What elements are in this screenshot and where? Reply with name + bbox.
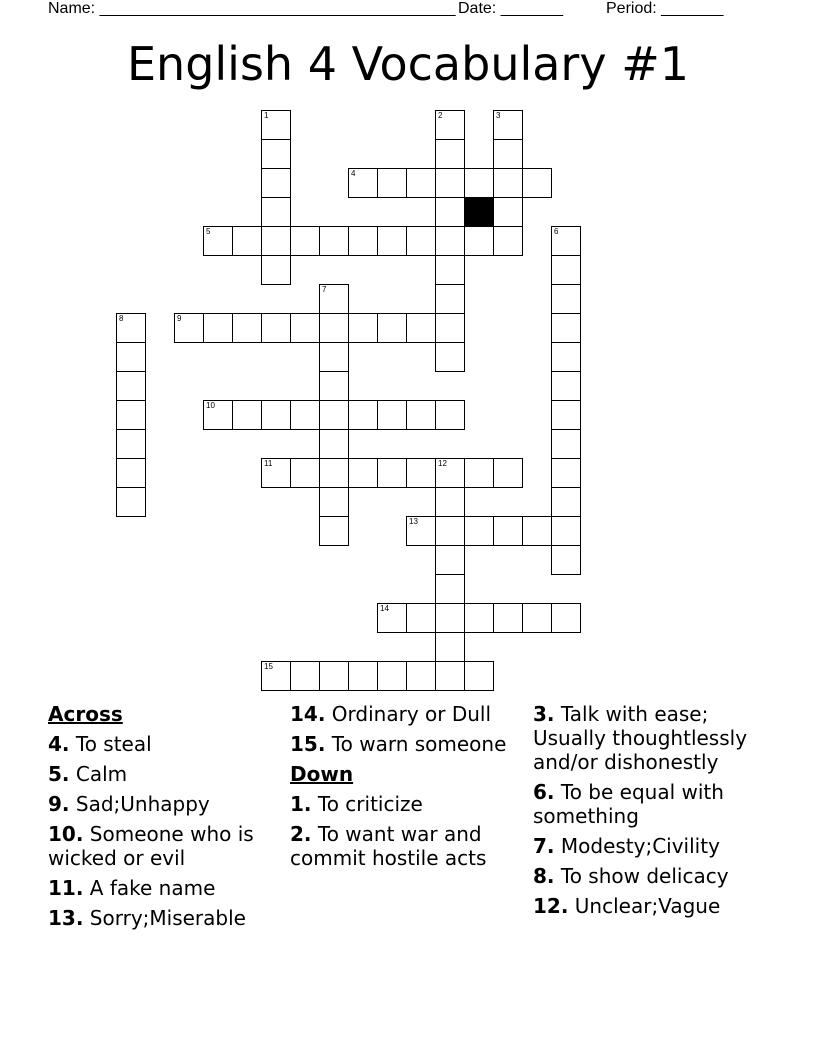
grid-cell[interactable] (290, 400, 320, 430)
grid-cell[interactable] (435, 574, 465, 604)
grid-cell[interactable] (435, 313, 465, 343)
grid-cell[interactable] (290, 458, 320, 488)
clue-across-4: 4. To steal (48, 732, 152, 756)
clue-down-8: 8. To show delicacy (533, 864, 729, 888)
clue-number: 8 (119, 314, 124, 323)
grid-cell[interactable] (319, 458, 349, 488)
date-field-label: Date: _______ (458, 0, 563, 17)
period-field-label: Period: _______ (606, 0, 724, 17)
grid-cell[interactable] (551, 371, 581, 401)
grid-cell[interactable] (406, 603, 436, 633)
grid-cell[interactable] (493, 603, 523, 633)
grid-cell[interactable] (551, 400, 581, 430)
grid-cell[interactable] (348, 168, 378, 198)
grid-cell[interactable] (261, 168, 291, 198)
grid-cell[interactable] (319, 342, 349, 372)
clue-across-5: 5. Calm (48, 762, 128, 786)
grid-cell[interactable] (464, 516, 494, 546)
grid-cell[interactable] (261, 255, 291, 285)
grid-cell[interactable] (435, 545, 465, 575)
grid-cell[interactable] (377, 458, 407, 488)
grid-cell[interactable] (522, 168, 552, 198)
grid-cell[interactable] (232, 400, 262, 430)
grid-cell[interactable] (406, 400, 436, 430)
clue-down-3: 3. Talk with ease; Usually thoughtlessly and/or dishonestly (533, 702, 748, 774)
clue-across-13: 13. Sorry;Miserable (48, 906, 246, 930)
clue-across-9: 9. Sad;Unhappy (48, 792, 210, 816)
grid-cell[interactable] (116, 400, 146, 430)
clue-number: 10 (206, 401, 215, 410)
grid-cell[interactable] (551, 487, 581, 517)
grid-cell[interactable] (493, 458, 523, 488)
grid-cell[interactable] (406, 516, 436, 546)
grid-cell[interactable] (435, 255, 465, 285)
grid-cell[interactable] (290, 313, 320, 343)
grid-cell[interactable] (464, 168, 494, 198)
grid-cell[interactable] (551, 284, 581, 314)
grid-cell[interactable] (435, 197, 465, 227)
grid-cell[interactable] (261, 313, 291, 343)
grid-cell[interactable] (493, 168, 523, 198)
grid-cell[interactable] (319, 371, 349, 401)
blocked-cell (464, 197, 494, 227)
grid-cell[interactable] (435, 458, 465, 488)
page-title: English 4 Vocabulary #1 (126, 37, 690, 91)
clue-across-11: 11. A fake name (48, 876, 216, 900)
grid-cell[interactable] (435, 342, 465, 372)
grid-cell[interactable] (551, 226, 581, 256)
clue-number: 3 (496, 111, 501, 120)
grid-cell[interactable] (377, 168, 407, 198)
down-heading: Down (290, 762, 354, 786)
clue-number: 2 (438, 111, 443, 120)
grid-cell[interactable] (464, 603, 494, 633)
grid-cell[interactable] (435, 110, 465, 140)
grid-cell[interactable] (406, 168, 436, 198)
grid-cell[interactable] (493, 226, 523, 256)
grid-cell[interactable] (464, 661, 494, 691)
clue-down-7: 7. Modesty;Civility (533, 834, 720, 858)
clue-number: 6 (554, 227, 559, 236)
clue-number: 7 (322, 285, 327, 294)
clue-across-14: 14. Ordinary or Dull (290, 702, 492, 726)
grid-cell[interactable] (261, 110, 291, 140)
grid-cell[interactable] (203, 313, 233, 343)
grid-cell[interactable] (203, 400, 233, 430)
grid-cell[interactable] (116, 371, 146, 401)
grid-cell[interactable] (116, 487, 146, 517)
clues-column-1 (48, 700, 280, 936)
clue-number: 1 (264, 111, 269, 120)
grid-cell[interactable] (377, 313, 407, 343)
grid-cell[interactable] (435, 400, 465, 430)
grid-cell[interactable] (522, 603, 552, 633)
grid-cell[interactable] (319, 313, 349, 343)
grid-cell[interactable] (551, 603, 581, 633)
grid-cell[interactable] (348, 458, 378, 488)
clue-number: 14 (380, 604, 389, 613)
grid-cell[interactable] (290, 226, 320, 256)
grid-cell[interactable] (261, 458, 291, 488)
clues-column-3 (533, 700, 778, 924)
clues-section (48, 700, 778, 1000)
grid-cell[interactable] (203, 226, 233, 256)
grid-cell[interactable] (551, 429, 581, 459)
grid-cell[interactable] (116, 429, 146, 459)
grid-cell[interactable] (261, 400, 291, 430)
grid-cell[interactable] (435, 516, 465, 546)
grid-cell[interactable] (348, 661, 378, 691)
clue-across-15: 15. To warn someone (290, 732, 507, 756)
grid-cell[interactable] (435, 284, 465, 314)
clue-number: 4 (351, 169, 356, 178)
grid-cell[interactable] (116, 342, 146, 372)
clue-down-6: 6. To be equal with something (533, 780, 724, 828)
clue-down-2: 2. To want war and commit hostile acts (290, 822, 487, 870)
grid-cell[interactable] (435, 487, 465, 517)
grid-cell[interactable] (435, 603, 465, 633)
grid-cell[interactable] (261, 661, 291, 691)
grid-cell[interactable] (377, 400, 407, 430)
grid-cell[interactable] (464, 226, 494, 256)
grid-cell[interactable] (464, 458, 494, 488)
grid-cell[interactable] (551, 342, 581, 372)
grid-cell[interactable] (435, 139, 465, 169)
grid-cell[interactable] (232, 313, 262, 343)
grid-cell[interactable] (348, 400, 378, 430)
grid-cell[interactable] (174, 313, 204, 343)
clue-number: 13 (409, 517, 418, 526)
grid-cell[interactable] (319, 516, 349, 546)
grid-cell[interactable] (435, 226, 465, 256)
grid-cell[interactable] (551, 255, 581, 285)
grid-cell[interactable] (348, 313, 378, 343)
clue-across-10: 10. Someone who is wicked or evil (48, 822, 254, 870)
clue-down-12: 12. Unclear;Vague (533, 894, 721, 918)
grid-cell[interactable] (493, 197, 523, 227)
grid-cell[interactable] (232, 226, 262, 256)
grid-cell[interactable] (319, 487, 349, 517)
grid-cell[interactable] (435, 168, 465, 198)
grid-cell[interactable] (319, 226, 349, 256)
grid-cell[interactable] (406, 313, 436, 343)
name-field-label: Name: ________________________________________ (48, 0, 456, 17)
grid-cell[interactable] (261, 226, 291, 256)
grid-cell[interactable] (261, 139, 291, 169)
grid-cell[interactable] (348, 226, 378, 256)
grid-cell[interactable] (261, 197, 291, 227)
clue-down-1: 1. To criticize (290, 792, 423, 816)
grid-cell[interactable] (551, 545, 581, 575)
grid-cell[interactable] (116, 458, 146, 488)
grid-cell[interactable] (493, 110, 523, 140)
grid-cell[interactable] (406, 661, 436, 691)
grid-cell[interactable] (319, 400, 349, 430)
clue-number: 11 (264, 459, 273, 468)
grid-cell[interactable] (377, 661, 407, 691)
grid-cell[interactable] (493, 139, 523, 169)
grid-cell[interactable] (319, 284, 349, 314)
grid-cell[interactable] (435, 661, 465, 691)
grid-cell[interactable] (435, 632, 465, 662)
clue-number: 9 (177, 314, 182, 323)
clues-column-2 (290, 700, 526, 876)
grid-cell[interactable] (551, 313, 581, 343)
grid-cell[interactable] (493, 516, 523, 546)
grid-cell[interactable] (406, 458, 436, 488)
across-heading: Across (48, 702, 123, 726)
clue-number: 15 (264, 662, 273, 671)
clue-number: 12 (438, 459, 447, 468)
grid-cell[interactable] (551, 458, 581, 488)
grid-cell[interactable] (406, 226, 436, 256)
grid-cell[interactable] (377, 226, 407, 256)
clue-number: 5 (206, 227, 211, 236)
grid-cell[interactable] (319, 429, 349, 459)
grid-cell[interactable] (551, 516, 581, 546)
grid-cell[interactable] (116, 313, 146, 343)
grid-cell[interactable] (522, 516, 552, 546)
grid-cell[interactable] (290, 661, 320, 691)
grid-cell[interactable] (319, 661, 349, 691)
grid-cell[interactable] (377, 603, 407, 633)
